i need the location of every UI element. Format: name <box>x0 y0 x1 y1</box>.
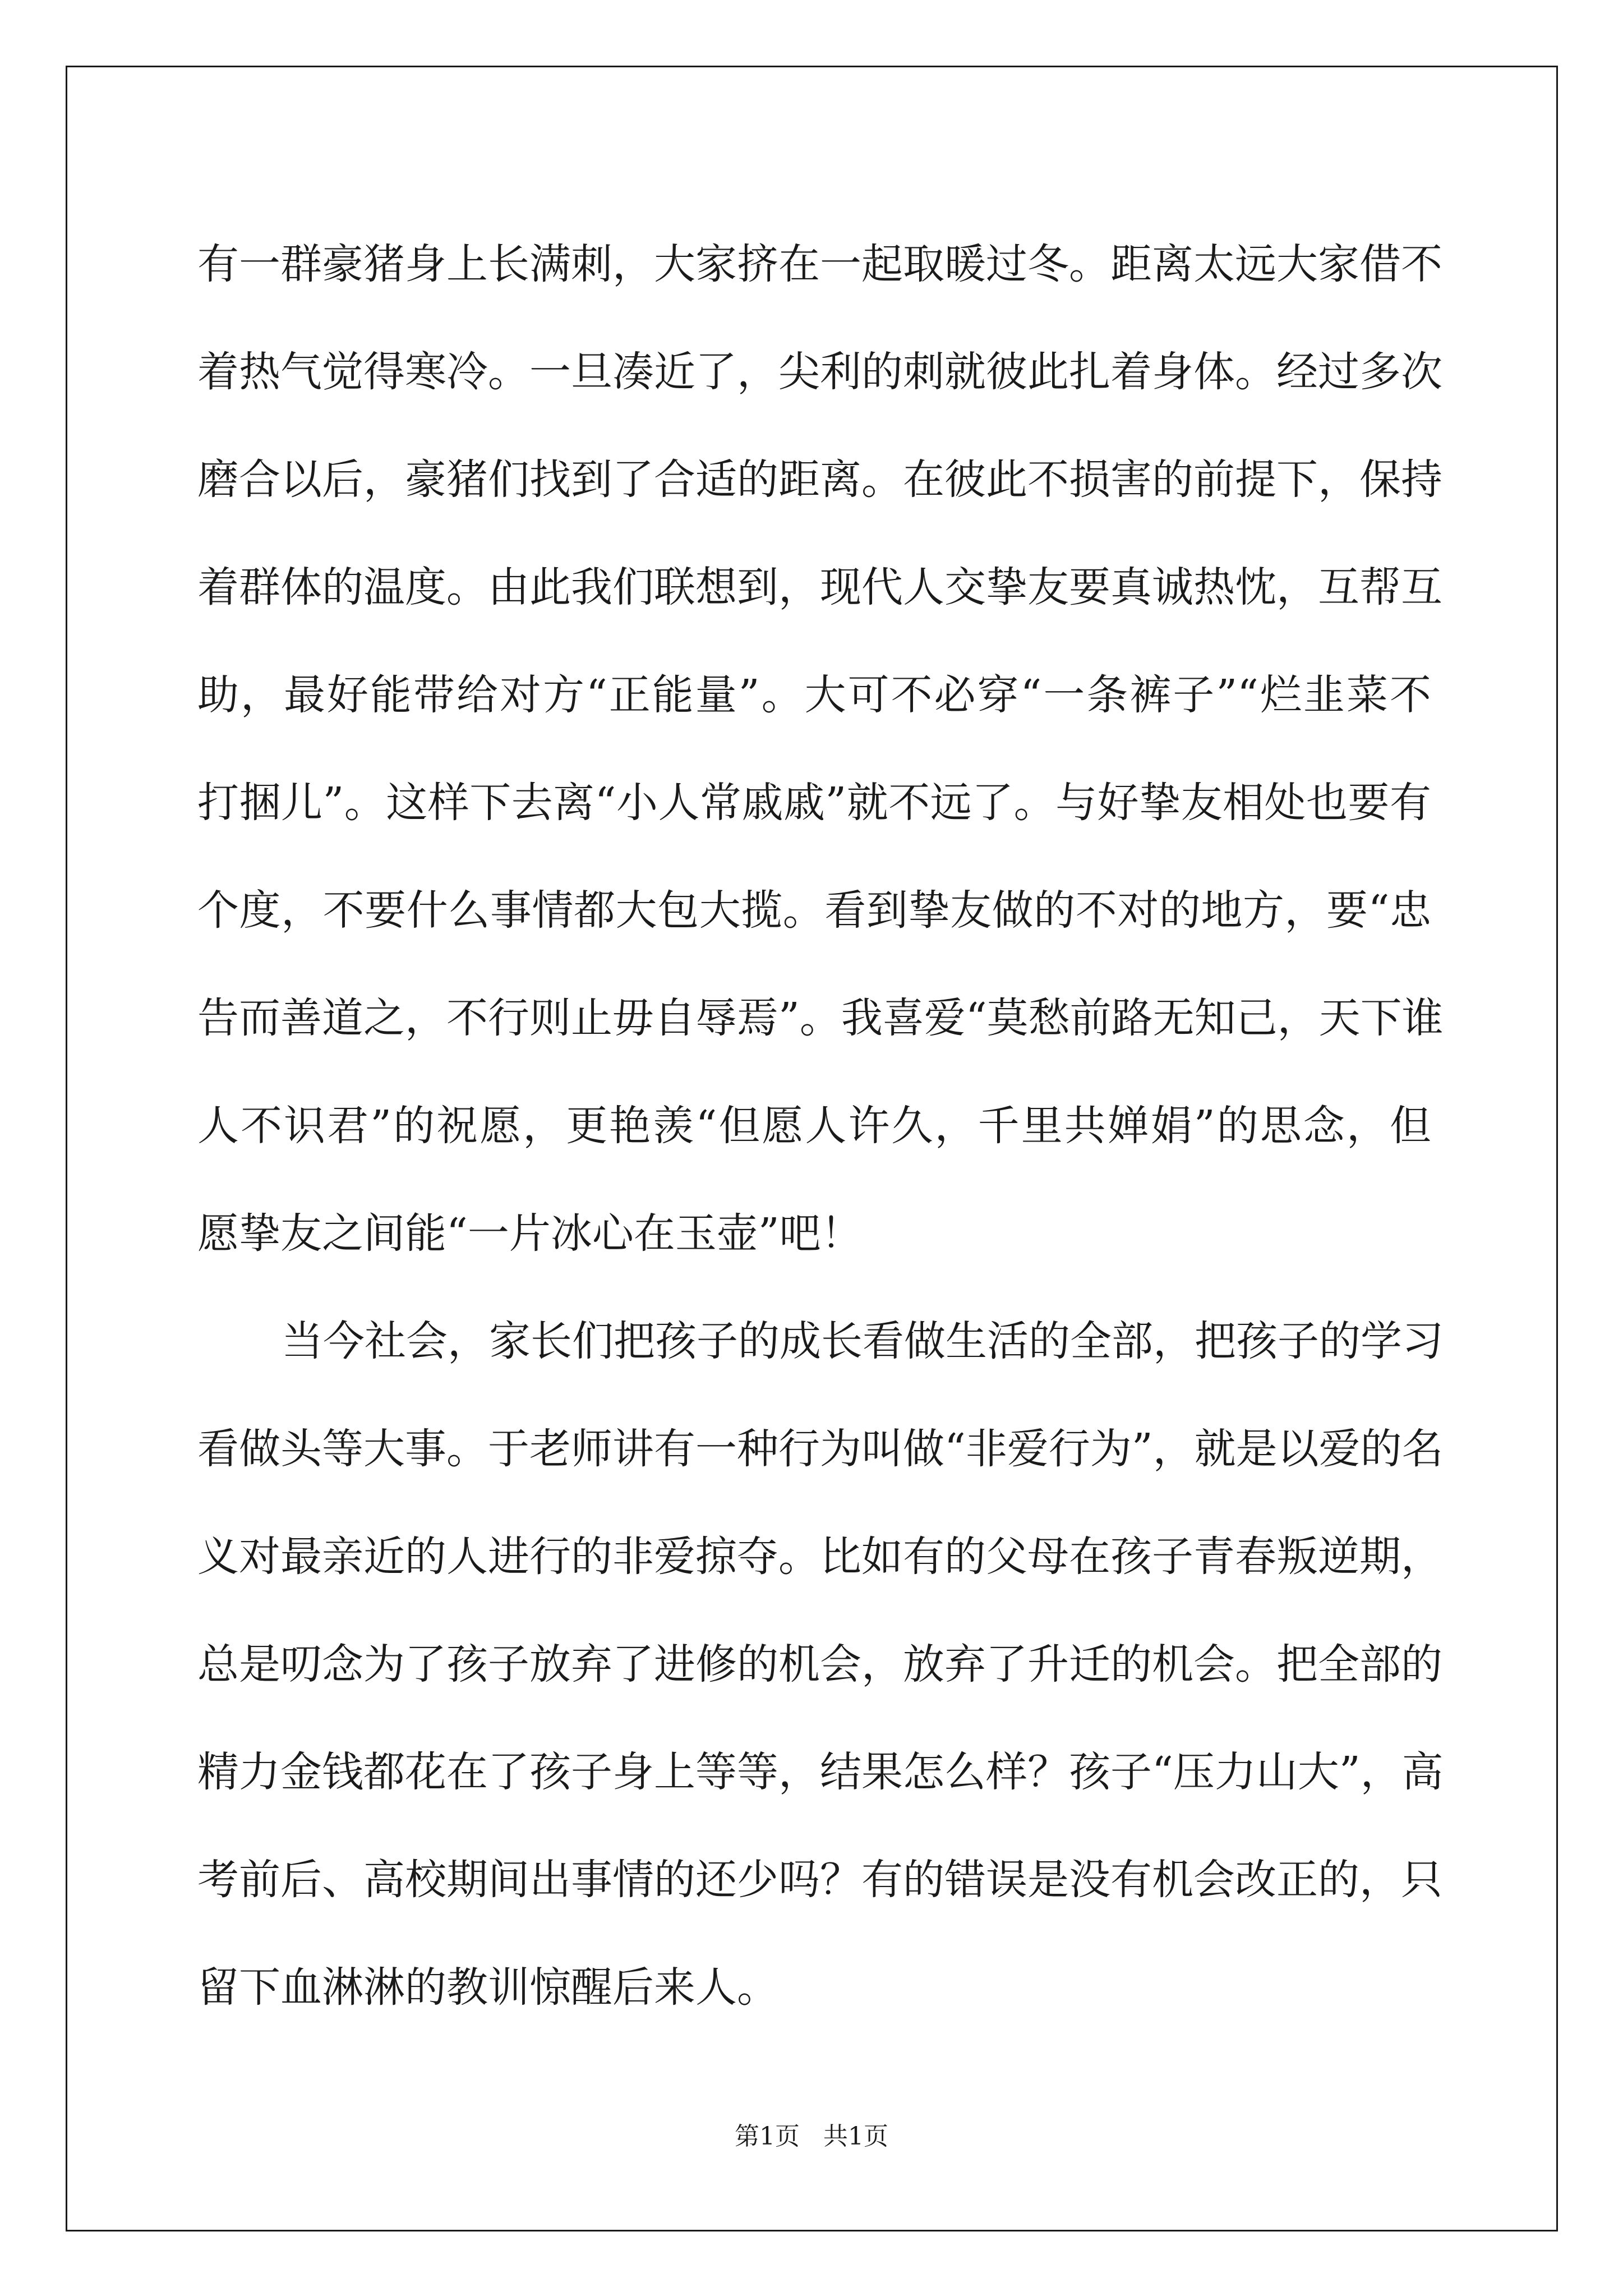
paragraph-2-line-7: 留下血淋淋的教训惊醒后来人。 <box>197 1963 778 2012</box>
paragraph-1-line-7: 个度，不要什么事情都大包大揽。看到挚友做的不对的地方，要“忠 <box>197 886 1431 935</box>
paragraph-1-line-5: 助，最好能带给对方“正能量”。大可不必穿“一条裤子”“烂韭菜不 <box>197 671 1431 719</box>
paragraph-1-line-3: 磨合以后，豪猪们找到了合适的距离。在彼此不损害的前提下，保持 <box>197 455 1442 504</box>
paragraph-1-line-8: 告而善道之，不行则止毋自辱焉”。我喜爱“莫愁前路无知己，天下谁 <box>197 994 1444 1042</box>
paragraph-1-line-1: 有一群豪猪身上长满刺，大家挤在一起取暖过冬。距离太远大家借不 <box>197 240 1442 288</box>
paragraph-2-line-2: 看做头等大事。于老师讲有一种行为叫做“非爱行为”，就是以爱的名 <box>197 1425 1444 1473</box>
paragraph-1-line-6: 打捆儿”。这样下去离“小人常戚戚”就不远了。与好挚友相处也要有 <box>197 779 1431 827</box>
paragraph-2-line-6: 考前后、高校期间出事情的还少吗？有的错误是没有机会改正的，只 <box>197 1856 1442 1904</box>
paragraph-1-line-10: 愿挚友之间能“一片冰心在玉壶”吧！ <box>197 1209 863 1258</box>
paragraph-1-line-4: 着群体的温度。由此我们联想到，现代人交挚友要真诚热忱，互帮互 <box>197 563 1442 611</box>
page-number-footer: 第1页 共1页 <box>735 2122 888 2151</box>
paragraph-2-line-5: 精力金钱都花在了孩子身上等等，结果怎么样？孩子“压力山大”，高 <box>197 1748 1444 1796</box>
paragraph-1-line-2: 着热气觉得寒冷。一旦凑近了，尖利的刺就彼此扎着身体。经过多次 <box>197 348 1442 396</box>
paragraph-2-line-4: 总是叨念为了孩子放弃了进修的机会，放弃了升迁的机会。把全部的 <box>197 1640 1442 1688</box>
document-body <box>197 210 1444 2041</box>
paragraph-2-line-1: 当今社会，家长们把孩子的成长看做生活的全部，把孩子的学习 <box>282 1317 1444 1365</box>
paragraph-1-line-9: 人不识君”的祝愿，更艳羡“但愿人许久，千里共婵娟”的思念，但 <box>197 1102 1431 1150</box>
paragraph-2-line-3: 义对最亲近的人进行的非爱掠夺。比如有的父母在孩子青春叛逆期， <box>197 1533 1442 1581</box>
